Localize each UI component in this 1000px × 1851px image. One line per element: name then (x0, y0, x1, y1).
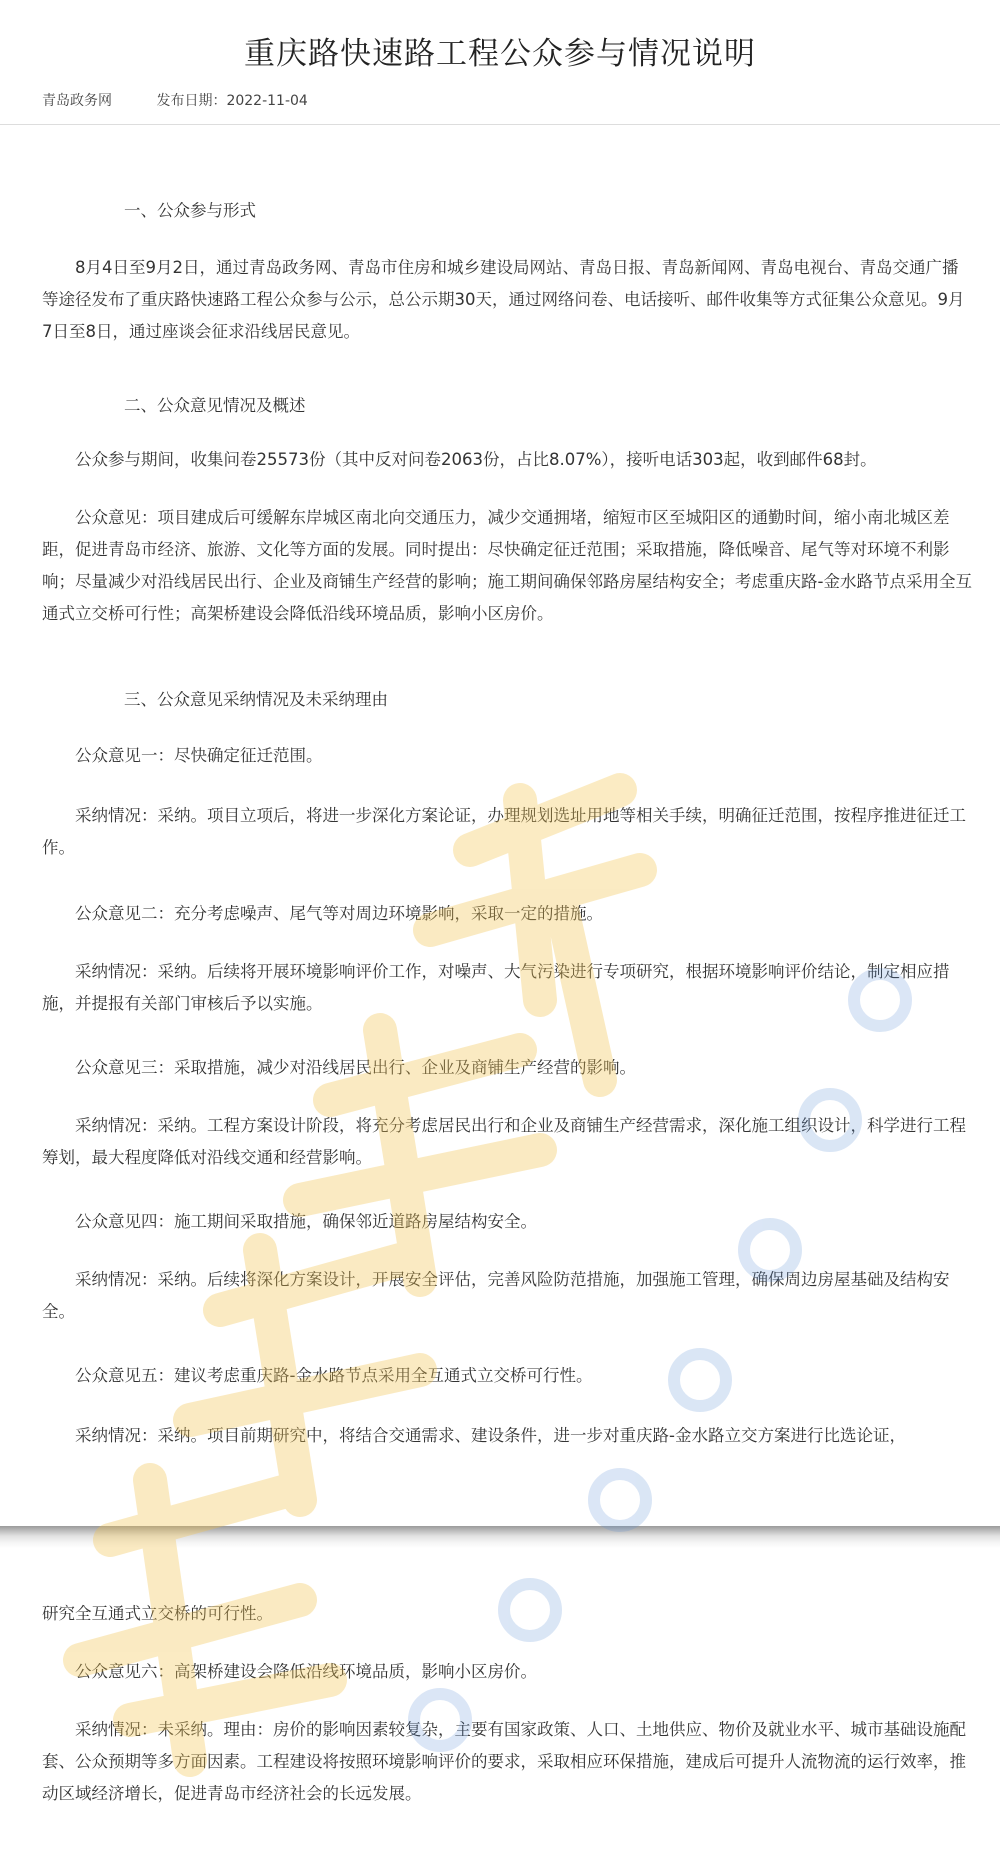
adoption-item: 采纳情况：采纳。工程方案设计阶段，将充分考虑居民出行和企业及商铺生产经营需求，深化施工组织设计，科学进行工程筹划，最大程度降低对沿线交通和经营影响。 (42, 1116, 966, 1167)
opinion-item: 公众意见五：建议考虑重庆路-金水路节点采用全互通式立交桥可行性。 (75, 1366, 593, 1385)
adoption-item: 采纳情况：采纳。项目立项后，将进一步深化方案论证，办理规划选址用地等相关手续，明确征迁范围，按程序推进征迁工作。 (42, 806, 966, 857)
opinion-item: 公众意见三：采取措施，减少对沿线居民出行、企业及商铺生产经营的影响。 (75, 1058, 636, 1077)
section-heading-2: 二、公众意见情况及概述 (124, 396, 306, 415)
opinion-item: 公众意见二：充分考虑噪声、尾气等对周边环境影响，采取一定的措施。 (75, 904, 603, 923)
opinion-item: 公众意见六：高架桥建设会降低沿线环境品质，影响小区房价。 (75, 1662, 537, 1681)
article-meta (42, 90, 348, 110)
adoption-item: 采纳情况：采纳。项目前期研究中，将结合交通需求、建设条件，进一步对重庆路-金水路立交方案进行比选论证， (75, 1426, 906, 1445)
header-divider (0, 124, 1000, 125)
paragraph: 公众意见：项目建成后可缓解东岸城区南北向交通压力，减少交通拥堵，缩短市区至城阳区的通勤时间，缩小南北城区差距，促进青岛市经济、旅游、文化等方面的发展。同时提出：尽快确定征迁范围；采取措施，降低噪音、尾气等对环境不利影响；尽量减少对沿线居民出行、企业及商铺生产经营的影响；施工期间确保邻路房屋结构安全；考虑重庆路-金水路节点采用全互通式立交桥可行性；高架桥建设会降低沿线环境品质，影响小区房价。 (42, 508, 972, 623)
adoption-item: 采纳情况：未采纳。理由：房价的影响因素较复杂，主要有国家政策、人口、土地供应、物价及就业水平、城市基础设施配套、公众预期等多方面因素。工程建设将按照环境影响评价的要求，采取相应环保措施，建成后可提升人流物流的运行效率，推动区域经济增长，促进青岛市经济社会的长远发展。 (42, 1720, 966, 1803)
adoption-item: 采纳情况：采纳。后续将深化方案设计，开展安全评估，完善风险防范措施，加强施工管理，确保周边房屋基础及结构安全。 (42, 1270, 950, 1321)
section-heading-1: 一、公众参与形式 (124, 201, 256, 220)
adoption-item: 采纳情况：采纳。后续将开展环境影响评价工作，对噪声、大气污染进行专项研究，根据环境影响评价结论，制定相应措施，并提报有关部门审核后予以实施。 (42, 962, 950, 1013)
paragraph-continuation: 研究全互通式立交桥的可行性。 (42, 1604, 273, 1623)
opinion-item: 公众意见四：施工期间采取措施，确保邻近道路房屋结构安全。 (75, 1212, 537, 1231)
section-heading-3: 三、公众意见采纳情况及未采纳理由 (124, 690, 388, 709)
page-break-divider (0, 1526, 1000, 1548)
paragraph: 8月4日至9月2日，通过青岛政务网、青岛市住房和城乡建设局网站、青岛日报、青岛新闻网、青岛电视台、青岛交通广播等途径发布了重庆路快速路工程公众参与公示，总公示期30天，通过网络问卷、电话接听、邮件收集等方式征集公众意见。9月7日至8日，通过座谈会征求沿线居民意见。 (42, 258, 965, 341)
paragraph: 公众参与期间，收集问卷25573份（其中反对问卷2063份，占比8.07%），接听电话303起，收到邮件68封。 (75, 450, 877, 469)
opinion-item: 公众意见一：尽快确定征迁范围。 (75, 746, 323, 765)
publish-date: 发布日期：2022-11-04 (156, 93, 308, 109)
page-title: 重庆路快速路工程公众参与情况说明 (244, 36, 756, 72)
source-label: 青岛政务网 (42, 93, 112, 109)
